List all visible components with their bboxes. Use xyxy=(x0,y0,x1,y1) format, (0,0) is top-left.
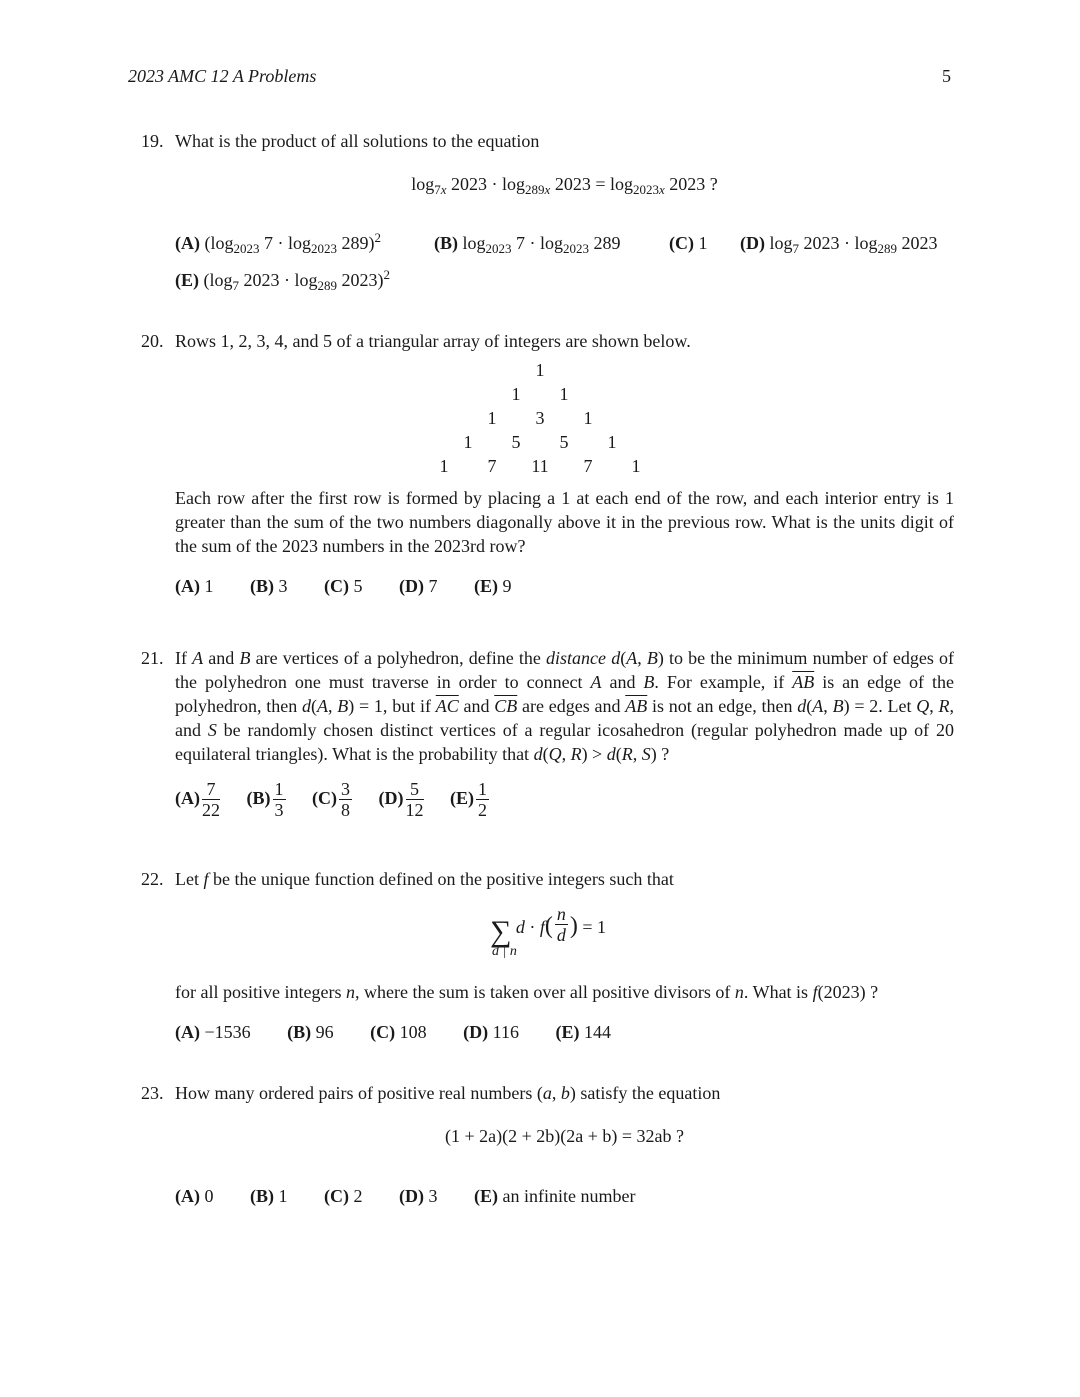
problem-21-choice-d[interactable]: (D) $\frac{5}{12}$ xyxy=(378,779,424,820)
problem-20-choice-a[interactable]: (A) 1 xyxy=(175,576,214,596)
problem-20-choice-d[interactable]: (D) 7 xyxy=(399,576,438,596)
array-entry: 1 xyxy=(535,360,545,380)
problem-22-choice-b[interactable]: (B) 96 xyxy=(287,1022,334,1042)
problem-21-choice-b[interactable]: (B) $\frac{1}{3}$ xyxy=(246,779,284,820)
array-entry: 1 xyxy=(463,432,473,452)
problem-19-choice-c[interactable]: (C) 1 xyxy=(669,233,708,253)
problem-22-choice-c[interactable]: (C) 108 xyxy=(370,1022,427,1042)
problem-20-choice-e[interactable]: (E) 9 xyxy=(474,576,512,596)
problem-23-equation: (1 + 2a)(2 + 2b)(2a + b) = 32ab ? xyxy=(444,1126,685,1146)
problem-22-choice-e[interactable]: (E) 144 xyxy=(555,1022,611,1042)
array-entry: 1 xyxy=(631,456,641,476)
array-entry: 1 xyxy=(607,432,617,452)
problem-19-text: What is the product of all solutions to the equation xyxy=(175,131,540,151)
problem-19-number: 19. xyxy=(141,131,164,151)
problem-19-choice-d[interactable]: (D) $\log_7 2023 \cdot \log_{289} 2023$ xyxy=(740,233,938,256)
problem-23-choices xyxy=(175,1186,667,1207)
problem-20-choice-c[interactable]: (C) 5 xyxy=(324,576,363,596)
problem-22-equation: ∑ d · f( $\frac{n}{d}$ ) = 1 xyxy=(490,904,607,948)
problem-22-body: for all positive integers n, where the sum is taken over all positive divisors of n. What is f(2023) ? xyxy=(175,982,879,1002)
problem-23-choice-c[interactable]: (C) 2 xyxy=(324,1186,363,1206)
array-entry: 5 xyxy=(511,432,521,452)
page-number: 5 xyxy=(942,66,951,86)
problem-20-choices xyxy=(175,576,544,597)
problem-21-body: If A and B are vertices of a polyhedron, define the distance d(A, B) to be the minimum number of edges of the polyhedron one must traverse in order to connect A and B. For example, if $\overline{AB}$ is an edge of the polyhedron, then d(A, B) = 1, but if $\overline{AC}$ and $\overline{CB}$ are edges and $\overline{AB}$ is not an edge, then d(A, B) = 2. Let Q, R, and S be randomly chosen distinct vertices of a regular icosahedron (regular polyhedron made up of 20 equilateral triangles). What is the probability that d(Q, R) > d(R, S) ? xyxy=(175,648,954,764)
problem-21-number: 21. xyxy=(141,648,164,668)
problem-19-choice-a[interactable]: (A) ($\log_{2023}$ $7 \cdot \log_{2023} 289)^2$ xyxy=(175,230,381,256)
array-entry: 7 xyxy=(583,456,593,476)
problem-21-choice-a[interactable]: (A) $\frac{7}{22}$ xyxy=(175,779,220,820)
problem-19-equation: $\log_{7x} 2023 \cdot \log_{289x} 2023 = \log_{2023x} 2023$ ? xyxy=(411,174,718,197)
array-entry: 5 xyxy=(559,432,569,452)
problem-22-choice-a[interactable]: (A) −1536 xyxy=(175,1022,251,1042)
problem-20-text: Rows 1, 2, 3, 4, and 5 of a triangular array of integers are shown below. xyxy=(175,331,691,351)
problem-20-number: 20. xyxy=(141,331,164,351)
problem-21-choices xyxy=(175,779,491,820)
problem-23-choice-d[interactable]: (D) 3 xyxy=(399,1186,438,1206)
array-entry: 1 xyxy=(439,456,449,476)
problem-19-choice-e[interactable]: (E) ($\log_7$ $2023 \cdot \log_{289} 2023)^2$ xyxy=(175,267,390,293)
problem-22-sum-subscript: d | n xyxy=(492,944,517,959)
array-entry: 11 xyxy=(531,456,549,476)
problem-23-number: 23. xyxy=(141,1083,164,1103)
problem-21-choice-c[interactable]: (C) $\frac{3}{8}$ xyxy=(312,779,350,820)
problem-22-choice-d[interactable]: (D) 116 xyxy=(463,1022,519,1042)
array-entry: 1 xyxy=(583,408,593,428)
problem-22-choices xyxy=(175,1022,643,1043)
problem-22-number: 22. xyxy=(141,869,164,889)
problem-22-text: Let f be the unique function defined on the positive integers such that xyxy=(175,869,674,889)
problem-20-body: Each row after the first row is formed by placing a 1 at each end of the row, and each interior entry is 1 greater than the sum of the two numbers diagonally above it in the previous row. What is the units digit of the sum of the 2023 numbers in the 2023rd row? xyxy=(175,488,954,556)
problem-23-choice-e[interactable]: (E) an infinite number xyxy=(474,1186,636,1206)
problem-23-choice-b[interactable]: (B) 1 xyxy=(250,1186,288,1206)
array-entry: 1 xyxy=(511,384,521,404)
problem-20-choice-b[interactable]: (B) 3 xyxy=(250,576,288,596)
array-entry: 1 xyxy=(559,384,569,404)
problem-23-text: How many ordered pairs of positive real numbers (a, b) satisfy the equation xyxy=(175,1083,721,1103)
problem-19-choice-b[interactable]: (B) $\log_{2023} 7 \cdot \log_{2023} 289$ xyxy=(434,233,621,256)
page-header-title: 2023 AMC 12 A Problems xyxy=(128,66,317,86)
problem-21-choice-e[interactable]: (E) $\frac{1}{2}$ xyxy=(450,779,487,820)
array-entry: 1 xyxy=(487,408,497,428)
problem-23-choice-a[interactable]: (A) 0 xyxy=(175,1186,214,1206)
array-entry: 7 xyxy=(487,456,497,476)
array-entry: 3 xyxy=(535,408,545,428)
